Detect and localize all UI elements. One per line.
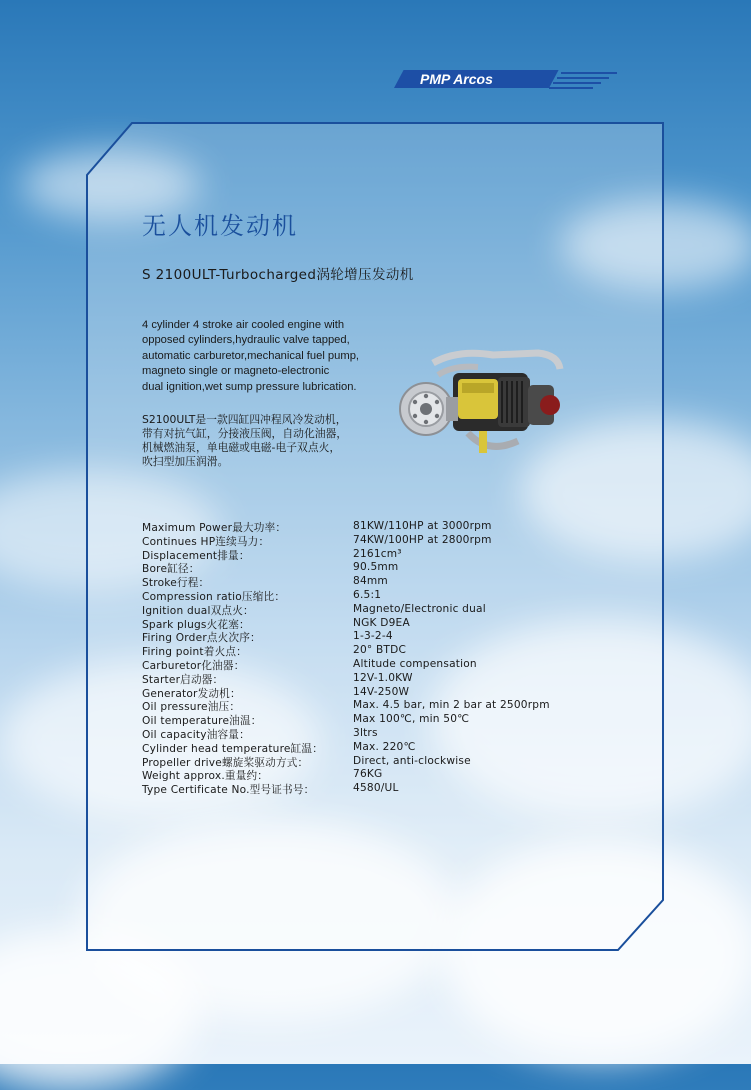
description-line: S2100ULT是一款四缸四冲程风冷发动机， xyxy=(142,413,347,426)
spec-label: Maximum Power最大功率： xyxy=(142,522,287,534)
spec-label: Spark plugs火花塞： xyxy=(142,618,250,631)
spec-label: Type Certificate No.型号证书号： xyxy=(142,784,315,797)
spec-label: Firing Order点火次序： xyxy=(142,632,261,645)
spec-value: 3ltrs xyxy=(353,727,378,739)
spec-value: Direct, anti-clockwise xyxy=(353,754,471,767)
spec-label: Generator发动机： xyxy=(142,687,241,700)
description-line: dual ignition,wet sump pressure lubrication. xyxy=(142,380,357,393)
engine-photo-icon xyxy=(398,345,566,463)
description-chinese xyxy=(142,413,402,469)
spec-value: Max 100℃, min 50℃ xyxy=(353,713,470,726)
description-line: 带有对抗气缸，分接液压阀，自动化油器， xyxy=(142,427,348,440)
spec-label: Carburetor化油器： xyxy=(142,660,245,672)
page-title: 无人机发动机 xyxy=(142,212,298,240)
description-line: 机械燃油泵，单电磁或电磁-电子双点火， xyxy=(142,441,341,454)
spec-value: 20° BTDC xyxy=(353,644,407,657)
spec-label: Stroke行程： xyxy=(142,577,210,590)
spec-label: Bore缸径： xyxy=(142,563,200,576)
spec-label: Firing point着火点： xyxy=(142,646,247,659)
spec-value: 76KG xyxy=(353,768,383,781)
spec-label: Oil pressure油压： xyxy=(142,701,241,714)
spec-value: Max. 4.5 bar, min 2 bar at 2500rpm xyxy=(353,699,550,712)
spec-value: 4580/UL xyxy=(353,782,399,795)
spec-value: 2161cm³ xyxy=(353,547,402,560)
description-line: opposed cylinders,hydraulic valve tapped, xyxy=(142,334,350,347)
spec-value: NGK D9EA xyxy=(353,616,410,629)
spec-value: 14V-250W xyxy=(353,685,410,698)
description-line: automatic carburetor,mechanical fuel pump, xyxy=(142,349,360,362)
spec-value: 12V-1.0KW xyxy=(353,671,413,684)
spec-value: Max. 220℃ xyxy=(353,740,416,753)
spec-value: 81KW/110HP at 3000rpm xyxy=(353,520,492,532)
spec-label: Weight approx.重量约： xyxy=(142,770,269,783)
description-line: 吹扫型加压润滑。 xyxy=(142,455,229,468)
spec-value: 90.5mm xyxy=(353,561,399,574)
spec-label: Displacement排量： xyxy=(142,549,250,562)
description-line: magneto single or magneto-electronic xyxy=(142,365,330,378)
spec-label: Oil temperature油温： xyxy=(142,715,262,728)
spec-label: Oil capacity油容量： xyxy=(142,729,250,741)
logo-text: PMP Arcos xyxy=(420,71,493,87)
spec-label: Propeller drive螺旋桨驱动方式： xyxy=(142,756,309,769)
spec-label: Starter启动器： xyxy=(142,673,224,686)
page-subtitle: S 2100ULT-Turbocharged涡轮增压发动机 xyxy=(142,267,414,283)
spec-value: 84mm xyxy=(353,575,388,588)
spec-label: Compression ratio压缩比： xyxy=(142,591,286,603)
spec-label: Cylinder head temperature缸温： xyxy=(142,742,324,755)
spec-label: Continues HP连续马力： xyxy=(142,535,270,548)
spec-value: Altitude compensation xyxy=(353,658,477,670)
description-line: 4 cylinder 4 stroke air cooled engine with xyxy=(142,319,345,331)
spec-label: Ignition dual双点火： xyxy=(142,604,254,617)
spec-value: 74KW/100HP at 2800rpm xyxy=(353,533,492,546)
description-english xyxy=(142,318,402,395)
spec-value: Magneto/Electronic dual xyxy=(353,602,486,615)
spec-value: 6.5:1 xyxy=(353,589,382,601)
spec-value: 1-3-2-4 xyxy=(353,630,393,643)
